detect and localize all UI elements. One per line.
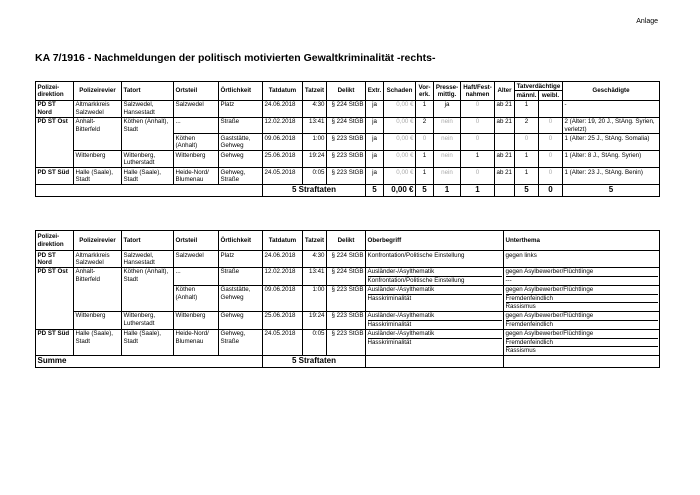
table-offenses-categories <box>35 230 660 368</box>
cell-weibl: 0 <box>539 134 563 151</box>
header-oertlichkeit: Örtlichkeit <box>219 82 263 101</box>
cell-tatort: Halle (Saale), Stadt <box>122 329 174 355</box>
cell-revier: Anhalt-Bitterfeld <box>74 117 122 151</box>
cell-delikt: § 224 StGB <box>327 251 366 268</box>
header-maennl: männl. <box>515 91 539 100</box>
cell-oertlichkeit: Gaststätte, Gehweg <box>219 285 263 311</box>
cell-extr: ja <box>366 134 384 151</box>
cell-tatdatum: 12.02.2018 <box>263 117 303 134</box>
cell-haft: 0 <box>461 100 495 117</box>
cell-tatzeit: 19:24 <box>303 151 327 168</box>
cell-oertlichkeit: Gehweg <box>219 311 263 329</box>
cell-oertlichkeit: Straße <box>219 117 263 134</box>
table-row <box>36 168 660 185</box>
cell-weibl: 0 <box>539 168 563 185</box>
cell-revier: Altmarkkreis Salzwedel <box>74 100 122 117</box>
cell-tatdatum: 24.06.2018 <box>263 100 303 117</box>
cell-schaden: 0,00 € <box>384 134 416 151</box>
oberbegriff-line: Konfrontation/Politische Einstellung <box>367 276 465 284</box>
cell-geschaedigte: 1 (Alter: 25 J., StAng. Somalia) <box>563 134 660 151</box>
annex-label: Anlage <box>636 18 658 25</box>
cell-tatdatum: 24.06.2018 <box>263 251 303 268</box>
cell-revier: Wittenberg <box>74 151 122 168</box>
cell-ortsteil: Heide-Nord/ Blumenau <box>174 329 219 355</box>
cell-oberbegriff <box>366 285 504 311</box>
cell-presse: nein <box>434 117 461 134</box>
cell-ortsteil: Salzwedel <box>174 100 219 117</box>
cell-direktion: PD ST Süd <box>36 329 74 355</box>
cell-tatdatum: 25.06.2018 <box>263 311 303 329</box>
header-presse: Presse-mittlg. <box>434 82 461 101</box>
oberbegriff-line: Ausländer-/Asylthematik <box>368 312 502 320</box>
cell-schaden: 0,00 € <box>384 151 416 168</box>
header-unterthema: Unterthema <box>504 231 660 251</box>
cell-tatort: Salzwedel, Hansestadt <box>122 251 174 268</box>
cell-maennl: 1 <box>515 151 539 168</box>
cell-maennl: 1 <box>515 168 539 185</box>
sum-row <box>36 355 660 367</box>
cell-delikt: § 223 StGB <box>327 168 366 185</box>
sum-empty <box>366 355 504 367</box>
cell-extr: ja <box>366 117 384 134</box>
cell-tatort: Köthen (Anhalt), Stadt <box>122 267 174 311</box>
cell-alter: ab 21 <box>495 151 515 168</box>
cell-haft: 0 <box>461 134 495 151</box>
header-direktion: Polizei-direktion <box>36 82 74 101</box>
oberbegriff-line: Ausländer-/Asylthematik <box>368 330 502 338</box>
table-offenses-details <box>35 81 660 197</box>
cell-alter <box>495 134 515 151</box>
cell-direktion: PD ST Ost <box>36 117 74 167</box>
unterthema-line: Rassismus <box>505 302 536 310</box>
cell-delikt: § 223 StGB <box>327 329 366 355</box>
cell-presse: nein <box>434 134 461 151</box>
header-schaden: Schaden <box>384 82 416 101</box>
cell-direktion: PD ST Nord <box>36 251 74 268</box>
oberbegriff-line: Hasskriminalität <box>367 320 412 328</box>
cell-delikt: § 223 StGB <box>327 134 366 151</box>
cell-extr: ja <box>366 100 384 117</box>
table-row <box>36 311 660 329</box>
cell-presse: ja <box>434 100 461 117</box>
cell-oberbegriff <box>366 267 504 285</box>
table-row <box>36 267 660 285</box>
cell-ortsteil: Köthen (Anhalt) <box>174 285 219 311</box>
cell-tatzeit: 0:05 <box>303 168 327 185</box>
header-delikt: Delikt <box>327 231 366 251</box>
cell-tatzeit: 19:24 <box>303 311 327 329</box>
cell-tatzeit: 1:00 <box>303 285 327 311</box>
cell-weibl <box>539 100 563 117</box>
header-oberbegriff: Oberbegriff <box>366 231 504 251</box>
sum-weibl: 0 <box>539 184 563 196</box>
sum-vorerk: 5 <box>416 184 434 196</box>
cell-oberbegriff <box>366 251 504 268</box>
cell-presse: nein <box>434 151 461 168</box>
sum-presse: 1 <box>434 184 461 196</box>
cell-delikt: § 224 StGB <box>327 100 366 117</box>
unterthema-line: Fremdenfeindlich <box>505 320 553 328</box>
header-tatort: Tatort <box>122 231 174 251</box>
cell-haft: 1 <box>461 151 495 168</box>
cell-maennl: 0 <box>515 134 539 151</box>
cell-oertlichkeit: Gaststätte, Gehweg <box>219 134 263 151</box>
cell-oertlichkeit: Gehweg, Straße <box>219 329 263 355</box>
sum-geschaedigte: 5 <box>563 184 660 196</box>
cell-geschaedigte: - <box>563 100 660 117</box>
cell-unterthema <box>504 267 660 285</box>
cell-tatzeit: 13:41 <box>303 267 327 285</box>
unterthema-line: --- <box>505 276 512 284</box>
oberbegriff-line: Ausländer-/Asylthematik <box>368 268 502 276</box>
cell-alter: ab 21 <box>495 100 515 117</box>
cell-geschaedigte: 2 (Alter: 19, 20 J., StAng. Syrien, verletzt) <box>563 117 660 134</box>
cell-unterthema <box>504 285 660 311</box>
cell-oertlichkeit: Gehweg <box>219 151 263 168</box>
header-revier: Polizeirevier <box>74 82 122 101</box>
cell-oertlichkeit: Platz <box>219 100 263 117</box>
header-direktion: Polizei-direktion <box>36 231 74 251</box>
cell-ortsteil: Köthen (Anhalt) <box>174 134 219 151</box>
table-row <box>36 251 660 268</box>
sum-label: 5 Straftaten <box>263 184 366 196</box>
cell-tatdatum: 09.06.2018 <box>263 285 303 311</box>
cell-tatort: Wittenberg, Lutherstadt <box>122 311 174 329</box>
cell-vorerk: 1 <box>416 168 434 185</box>
oberbegriff-line: Hasskriminalität <box>367 338 412 346</box>
cell-weibl: 0 <box>539 117 563 134</box>
header-tatort: Tatort <box>122 82 174 101</box>
header-ortsteil: Ortsteil <box>174 231 219 251</box>
cell-haft: 0 <box>461 168 495 185</box>
cell-maennl: 2 <box>515 117 539 134</box>
cell-tatdatum: 24.05.2018 <box>263 329 303 355</box>
header-ortsteil: Ortsteil <box>174 82 219 101</box>
cell-tatort: Köthen (Anhalt), Stadt <box>122 117 174 151</box>
sum-haft: 1 <box>461 184 495 196</box>
cell-haft: 0 <box>461 117 495 134</box>
cell-schaden: 0,00 € <box>384 168 416 185</box>
cell-schaden: 0,00 € <box>384 100 416 117</box>
header-revier: Polizeirevier <box>74 231 122 251</box>
header-geschaedigte: Geschädigte <box>563 82 660 101</box>
cell-tatzeit: 1:00 <box>303 134 327 151</box>
sum-empty <box>504 355 660 367</box>
table-row <box>36 117 660 134</box>
cell-oberbegriff <box>366 329 504 355</box>
cell-tatzeit: 4:30 <box>303 100 327 117</box>
cell-tatzeit: 4:30 <box>303 251 327 268</box>
cell-delikt: § 224 StGB <box>327 267 366 285</box>
sum-schaden: 0,00 € <box>384 184 416 196</box>
sum-row <box>36 184 660 196</box>
cell-tatdatum: 09.06.2018 <box>263 134 303 151</box>
cell-tatort: Halle (Saale), Stadt <box>122 168 174 185</box>
cell-tatzeit: 0:05 <box>303 329 327 355</box>
cell-oberbegriff <box>366 311 504 329</box>
oberbegriff-line: Hasskriminalität <box>367 294 412 302</box>
cell-direktion: PD ST Nord <box>36 100 74 117</box>
cell-vorerk: 1 <box>416 100 434 117</box>
header-weibl: weibl. <box>539 91 563 100</box>
cell-unterthema <box>504 311 660 329</box>
cell-direktion: PD ST Ost <box>36 267 74 329</box>
cell-oertlichkeit: Straße <box>219 267 263 285</box>
sum-maennl: 5 <box>515 184 539 196</box>
table-row <box>36 151 660 168</box>
cell-revier: Altmarkkreis Salzwedel <box>74 251 122 268</box>
cell-oertlichkeit: Platz <box>219 251 263 268</box>
header-tatverdaechtige: Tatverdächtige <box>515 82 563 91</box>
header-vorerk: Vor-erk. <box>416 82 434 101</box>
header-tatdatum: Tatdatum <box>263 82 303 101</box>
cell-delikt: § 223 StGB <box>327 285 366 311</box>
table-row <box>36 329 660 355</box>
cell-extr: ja <box>366 151 384 168</box>
cell-revier: Wittenberg <box>74 311 122 329</box>
cell-tatort: Wittenberg, Lutherstadt <box>122 151 174 168</box>
cell-geschaedigte: 1 (Alter: 8 J., StAng. Syrien) <box>563 151 660 168</box>
cell-maennl: 1 <box>515 100 539 117</box>
header-tatzeit: Tatzeit <box>303 231 327 251</box>
cell-extr: ja <box>366 168 384 185</box>
unterthema-line: gegen links <box>505 251 537 259</box>
cell-tatdatum: 24.05.2018 <box>263 168 303 185</box>
cell-vorerk: 0 <box>416 134 434 151</box>
cell-alter: ab 21 <box>495 117 515 134</box>
cell-ortsteil: Salzwedel <box>174 251 219 268</box>
cell-revier: Halle (Saale), Stadt <box>74 168 122 185</box>
header-haft: Haft/Fest-nahmen <box>461 82 495 101</box>
sum-label: Summe <box>36 355 263 367</box>
cell-tatdatum: 25.06.2018 <box>263 151 303 168</box>
cell-ortsteil: Wittenberg <box>174 311 219 329</box>
header-extr: Extr. <box>366 82 384 101</box>
cell-delikt: § 223 StGB <box>327 151 366 168</box>
oberbegriff-line: Konfrontation/Politische Einstellung <box>367 251 465 259</box>
cell-ortsteil: ... <box>174 267 219 285</box>
unterthema-line: Fremdenfeindlich <box>506 295 658 303</box>
cell-direktion: PD ST Süd <box>36 168 74 185</box>
cell-alter: ab 21 <box>495 168 515 185</box>
header-oertlichkeit: Örtlichkeit <box>219 231 263 251</box>
header-alter: Alter <box>495 82 515 101</box>
unterthema-line: gegen Asylbewerber/Flüchtlinge <box>506 286 658 294</box>
cell-tatzeit: 13:41 <box>303 117 327 134</box>
cell-schaden: 0,00 € <box>384 117 416 134</box>
cell-geschaedigte: 1 (Alter: 23 J., StAng. Benin) <box>563 168 660 185</box>
cell-revier: Halle (Saale), Stadt <box>74 329 122 355</box>
cell-delikt: § 224 StGB <box>327 117 366 134</box>
unterthema-line: gegen Asylbewerber/Flüchtlinge <box>506 330 658 338</box>
cell-weibl: 0 <box>539 151 563 168</box>
cell-unterthema <box>504 329 660 355</box>
table-row <box>36 100 660 117</box>
header-delikt: Delikt <box>327 82 366 101</box>
unterthema-line: gegen Asylbewerber/Flüchtlinge <box>506 268 658 276</box>
cell-ortsteil: Heide-Nord/ Blumenau <box>174 168 219 185</box>
oberbegriff-line: Ausländer-/Asylthematik <box>368 286 502 294</box>
cell-unterthema <box>504 251 660 268</box>
sum-extr: 5 <box>366 184 384 196</box>
cell-tatdatum: 12.02.2018 <box>263 267 303 285</box>
unterthema-line: Rassismus <box>505 346 536 354</box>
header-tatdatum: Tatdatum <box>263 231 303 251</box>
cell-vorerk: 1 <box>416 151 434 168</box>
header-tatzeit: Tatzeit <box>303 82 327 101</box>
cell-oertlichkeit: Gehweg, Straße <box>219 168 263 185</box>
cell-ortsteil: Wittenberg <box>174 151 219 168</box>
cell-presse: nein <box>434 168 461 185</box>
sum-alter-empty <box>495 184 515 196</box>
cell-delikt: § 223 StGB <box>327 311 366 329</box>
cell-vorerk: 2 <box>416 117 434 134</box>
unterthema-line: Fremdenfeindlich <box>506 339 658 347</box>
sum-count: 5 Straftaten <box>263 355 366 367</box>
unterthema-line: gegen Asylbewerber/Flüchtlinge <box>506 312 658 320</box>
page-title: KA 7/1916 - Nachmeldungen der politisch motivierten Gewaltkriminalität -rechts- <box>35 52 436 64</box>
cell-ortsteil: ... <box>174 117 219 134</box>
sum-empty <box>36 184 263 196</box>
cell-revier: Anhalt-Bitterfeld <box>74 267 122 311</box>
cell-tatort: Salzwedel, Hansestadt <box>122 100 174 117</box>
